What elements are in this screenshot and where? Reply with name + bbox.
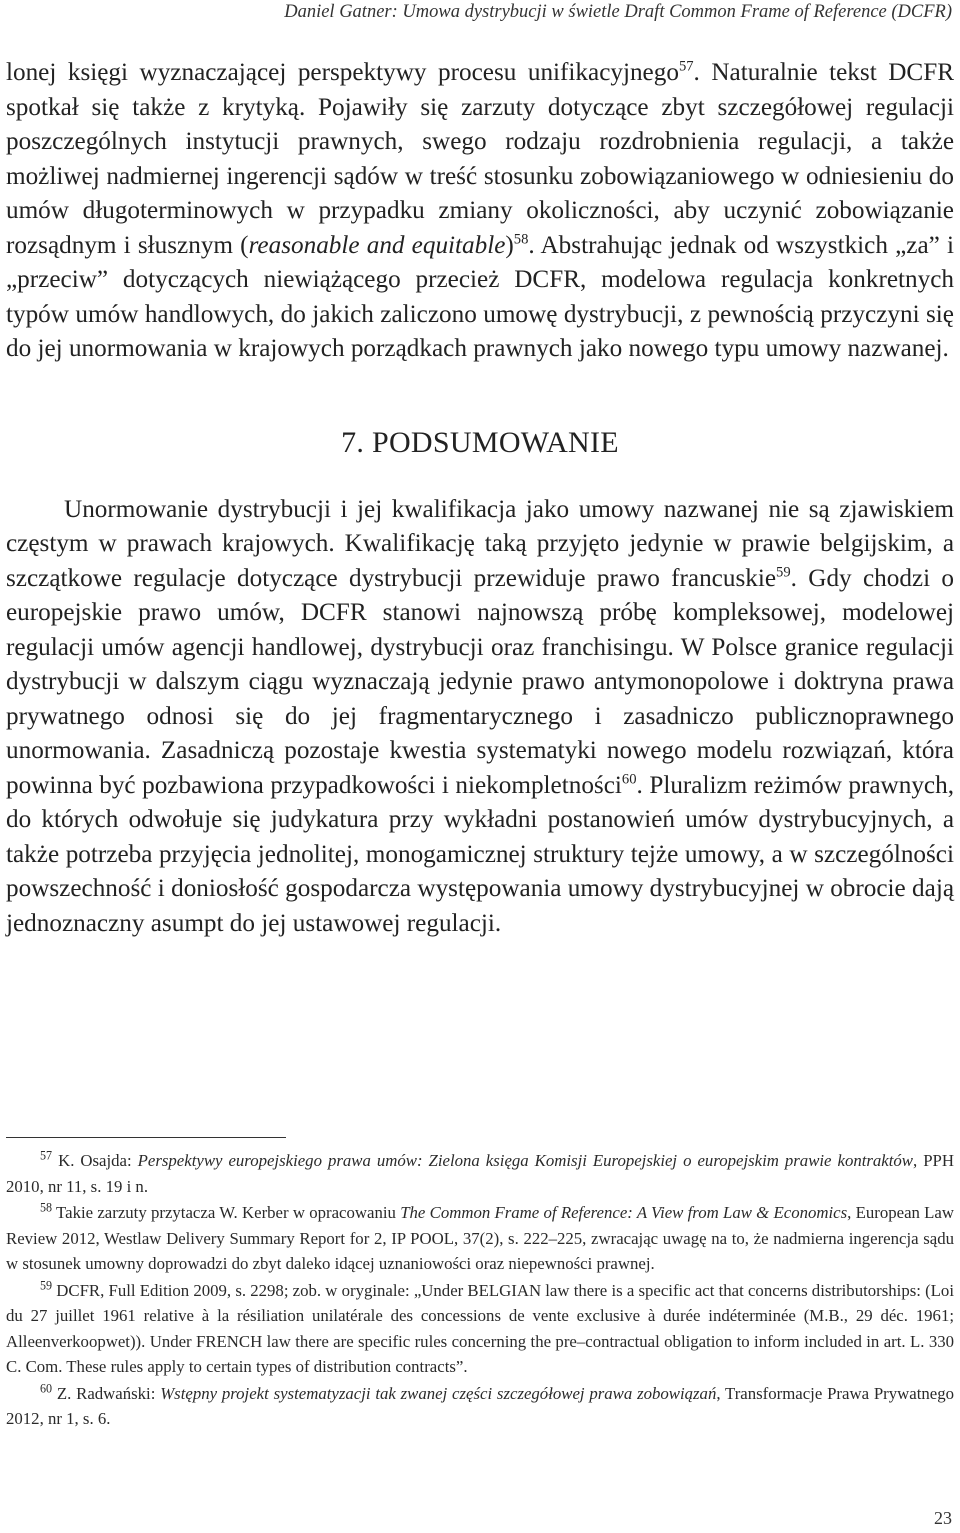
footnote-59: $^{59}$ DCFR, Full Edition 2009, s. 2298; zob. w oryginale: „Under BELGIAN law there is a specific act that concerns distributorships: (Loi du 27 juillet 1961 relative à la résiliation unilatérale des concessions de vente exclusive à durée indéterminée (M.B., 29 déc. 1961; Alleenverkoopwet)). Under FRENCH law there are specific rules concerning the pre–contractual obligation to inform included in art. L. 330 C. Com. These rules apply to certain types of distribution contracts”.: [6, 1277, 954, 1376]
main-text: [6, 56, 954, 941]
footnote-ref-60[interactable]: 60: [621, 771, 637, 788]
paragraph-continuation: lonej księgi wyznaczającej perspektywy procesu unifikacyjnego$^{57}$. Naturalnie tekst DCFR spotkał się także z krytyką. Pojawiły się zarzuty dotyczące zbyt szczegółowej regulacji poszczególnych instytucji prawnych, swego rodzaju rozdrobnienia regulacji, a także możliwej nadmiernej ingerencji sądów w treść stosunku zobowiązaniowego w odniesieniu do umów długoterminowych w przypadku zmiany okoliczności, aby uczynić zobowiązanie rozsądnym i słusznym (reasonable and equitable)$^{58}$. Abstrahując jednak od wszystkich „za” i „przeciw” dotyczących niewiążącego przecież DCFR, modelowa regulacja konkretnych typów umów handlowych, do jakich zaliczono umowę dystrybucji, z pewnością przyczyni się do jej unormowania w krajowych porządkach prawnych jako nowego typu umowy nazwanej.: [6, 58, 954, 362]
page-number: 23: [934, 1508, 952, 1528]
footnote-ref-59[interactable]: 59: [776, 564, 791, 581]
italic-phrase: reasonable and equitable: [248, 231, 506, 259]
section-heading: 7. PODSUMOWANIE: [341, 425, 619, 459]
running-header: Daniel Gatner: Umowa dystrybucji w świetle Draft Common Frame of Reference (DCFR): [284, 2, 952, 22]
footnote-57: $^{57}$ K. Osajda: Perspektywy europejskiego prawa umów: Zielona księga Komisji Europejskiej o europejskim prawie kontraktów, PPH 2010, nr 11, s. 19 i n.: [6, 1148, 954, 1196]
footnote-ref-58[interactable]: 58: [513, 231, 529, 248]
paragraph-summary: Unormowanie dystrybucji i jej kwalifikacja jako umowy nazwanej nie są zjawiskiem częstym w prawach krajowych. Kwalifikację taką przyjęto jedynie w prawie belgijskim, a szczątkowe regulacje dotyczące dystrybucji przewiduje prawo francuskie$^{59}$. Gdy chodzi o europejskie prawo umów, DCFR stanowi najnowszą próbę kompleksowej, modelowej regulacji umów agencji handlowej, dystrybucji oraz franchisingu. W Polsce granice regulacji dystrybucji w dalszym ciągu wyznaczają jedynie prawo antymonopolowe i doktryna prawa prywatnego odnosi się do jej fragmentarycznego i zasadniczo publicznoprawnego unormowania. Zasadniczą pozostaje kwestia systematyki nowego modelu rozwiązań, która powinna być pozbawiona przypadkowości i niekompletności$^{60}$. Pluralizm reżimów prawnych, do których odwołuje się judykatura przy wykładni postanowień umów dystrybucyjnych, a także potrzeba przyjęcia jednolitej, monogamicznej struktury tejże umowy, a w szczególności powszechność i doniosłość gospodarcza występowania umowy dystrybucyjnej w obrocie dają jednoznaczny asumpt do jej ustawowej regulacji.: [6, 495, 955, 937]
footnotes: [6, 1148, 954, 1433]
footnote-58: $^{58}$ Takie zarzuty przytacza W. Kerber w opracowaniu The Common Frame of Reference: A View from Law & Economics, European Law Review 2012, Westlaw Delivery Summary Report for 2, IP POOL, 37(2), s. 222–225, zwracając uwagę na to, że nadmierna ingerencja sądu w stosunek umowny doprowadzi do zbyt daleko idącej uznaniowości oraz niepewności prawnej.: [6, 1200, 954, 1273]
footnote-separator: [6, 1137, 286, 1138]
footnote-60: $^{60}$ Z. Radwański: Wstępny projekt systematyzacji tak zwanej części szczegółowej prawa zobowiązań, Transformacje Prawa Prywatnego 2012, nr 1, s. 6.: [6, 1380, 955, 1428]
footnote-ref-57[interactable]: 57: [678, 58, 694, 75]
